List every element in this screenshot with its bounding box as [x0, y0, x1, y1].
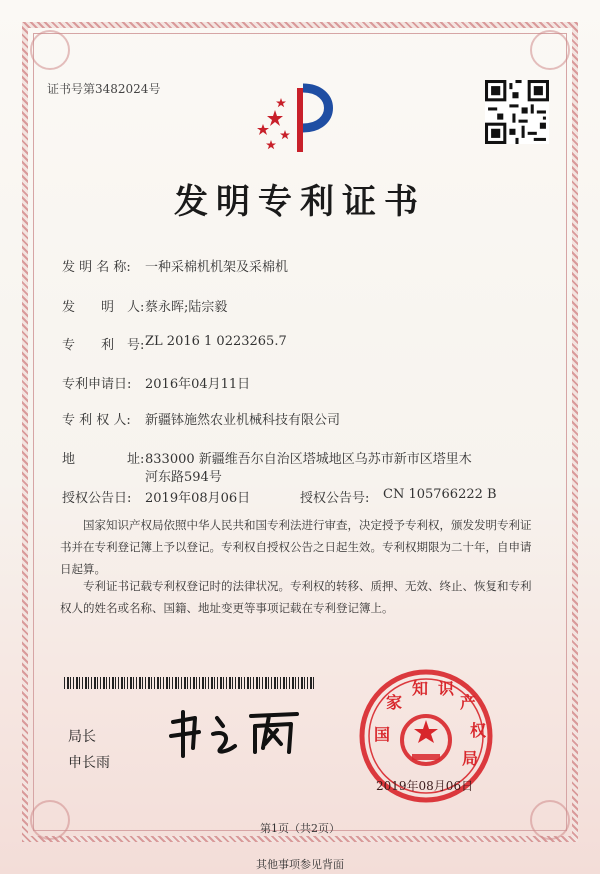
- invention-name-label: 发 明 名 称:: [62, 260, 131, 275]
- patentee-label: 专 利 权 人:: [62, 413, 131, 428]
- svg-text:权: 权: [470, 721, 487, 740]
- certificate-title: 发明专利证书: [174, 182, 426, 222]
- svg-text:家: 家: [386, 693, 403, 712]
- inventor-value: 蔡永晖;陆宗毅: [145, 300, 228, 315]
- svg-text:识: 识: [438, 679, 455, 698]
- certificate-number: 证书号第3482024号: [47, 82, 161, 96]
- patent-number-value: ZL 2016 1 0223265.7: [145, 334, 287, 349]
- qr-code: [485, 80, 549, 144]
- barcode: [64, 677, 316, 689]
- svg-text:局: 局: [462, 749, 479, 768]
- svg-text:知: 知: [412, 679, 429, 698]
- svg-text:产: 产: [460, 693, 477, 712]
- seal-date: 2019年08月06日: [376, 779, 474, 793]
- inventor-label: 发 明 人:: [62, 300, 145, 315]
- director-title: 局长: [68, 729, 96, 745]
- patent-number-label: 专 利 号:: [62, 338, 145, 353]
- corner-ornament: [30, 30, 70, 70]
- filing-date-value: 2016年04月11日: [145, 377, 251, 392]
- statement-paragraph-2: 专利证书记载专利权登记时的法律状况。专利权的转移、质押、无效、终止、恢复和专利权人的姓名或名称、国籍、地址变更等事项记载在专利登记簿上。: [60, 579, 532, 615]
- patent-office-logo: [245, 80, 345, 160]
- page-number: 第1页（共2页）: [260, 822, 340, 835]
- statement-paragraph-1: 国家知识产权局依照中华人民共和国专利法进行审查，决定授予专利权，颁发发明专利证书并在专利登记簿上予以登记。专利权自授权公告之日起生效。专利权期限为二十年，自申请日起算。: [60, 518, 532, 576]
- handwritten-signature: [165, 708, 305, 758]
- svg-text:国: 国: [374, 725, 391, 744]
- address-label: 地 址:: [62, 452, 145, 467]
- filing-date-label: 专利申请日:: [62, 377, 132, 392]
- corner-ornament: [530, 30, 570, 70]
- grant-number-value: CN 105766222 B: [383, 487, 497, 502]
- back-page-note: 其他事项参见背面: [256, 858, 344, 871]
- director-name: 申长雨: [68, 755, 110, 771]
- address-line-2: 河东路594号: [145, 470, 222, 485]
- address-line-1: 833000 新疆维吾尔自治区塔城地区乌苏市新市区塔里木: [145, 452, 472, 467]
- patentee-value: 新疆钵施然农业机械科技有限公司: [145, 413, 341, 428]
- grant-date-value: 2019年08月06日: [145, 491, 251, 506]
- grant-number-label: 授权公告号:: [300, 491, 370, 506]
- invention-name-value: 一种采棉机机架及采棉机: [145, 260, 289, 275]
- grant-date-label: 授权公告日:: [62, 491, 132, 506]
